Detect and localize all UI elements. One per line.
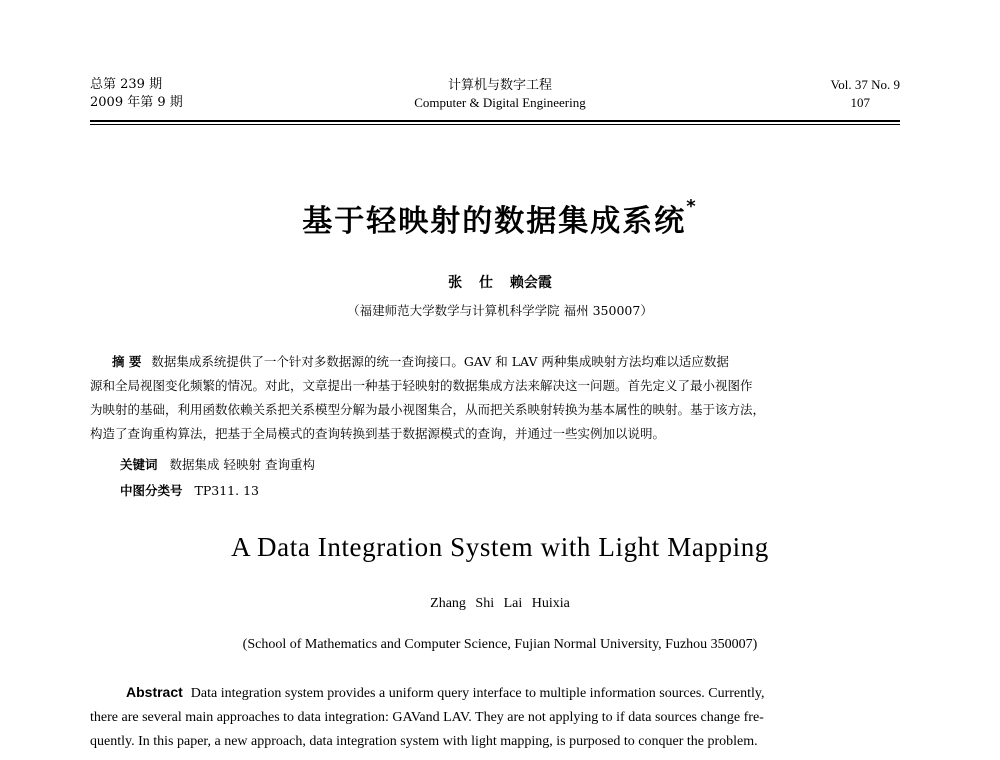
affiliation-cn: （福建师范大学数学与计算机科学学院 福州 350007） (347, 303, 653, 318)
classification-value: TP311. 13 (194, 483, 259, 498)
paper-title-cn (0, 196, 1000, 240)
volume-number: Vol. 37 No. 9 (830, 77, 900, 92)
title-footnote-mark: * (686, 196, 698, 217)
authors-en: Zhang Shi Lai Huixia (430, 596, 570, 611)
affiliation-en: (School of Mathematics and Computer Science, Fujian Normal University, Fuzhou 350007) (242, 637, 758, 652)
volume-info (700, 76, 900, 112)
page-number: 107 (850, 95, 870, 110)
abstract-cn-label: 摘 要 (112, 354, 142, 369)
abstract-en-label: Abstract (126, 684, 183, 700)
total-issue: 总第 239 期 (90, 77, 163, 92)
journal-name-cn: 计算机与数字工程 (447, 77, 552, 92)
classification-cn (120, 481, 259, 499)
journal-issue-info (90, 76, 290, 112)
abstract-cn-line: 为映射的基础，利用函数依赖关系把关系模型分解为最小视图集合，从而把关系映射转换为基本属性的映射。基于该方法， (90, 402, 766, 417)
abstract-cn (90, 350, 910, 446)
abstract-cn-line: 源和全局视图变化频繁的情况。对此，文章提出一种基于轻映射的数据集成方法来解决这一问题。首先定义了最小视图作 (90, 378, 753, 393)
authors-cn: 张 仕 赖会霞 (448, 275, 552, 291)
abstract-cn-line: 数据集成系统提供了一个针对多数据源的统一查询接口。GAV 和 LAV 两种集成映射方法均难以适应数据 (151, 354, 729, 369)
abstract-en (90, 680, 910, 754)
keywords-cn (120, 455, 315, 473)
keywords-cn-label: 关键词 (120, 457, 158, 472)
classification-label: 中图分类号 (120, 483, 183, 498)
abstract-en-line: Data integration system provides a uniform query interface to multiple information sources. Currently, (190, 686, 765, 701)
keywords-cn-value: 数据集成 轻映射 查询重构 (169, 457, 315, 472)
header-rule-thick (90, 120, 900, 122)
paper-title-en: A Data Integration System with Light Mapping (231, 532, 769, 562)
paper-title-cn-text: 基于轻映射的数据集成系统 (302, 204, 687, 239)
header-rule-thin (90, 124, 900, 125)
year-issue: 2009 年第 9 期 (90, 95, 183, 110)
abstract-en-line: quently. In this paper, a new approach, data integration system with light mapping, is purposed to conquer the problem. (90, 734, 758, 749)
abstract-cn-line: 构造了查询重构算法，把基于全局模式的查询转换到基于数据源模式的查询，并通过一些实例加以说明。 (90, 426, 666, 441)
journal-name-en: Computer & Digital Engineering (414, 95, 586, 110)
abstract-en-line: there are several main approaches to data integration: GAVand LAV. They are not applying to if data sources change fre- (90, 710, 764, 725)
journal-name (350, 76, 650, 112)
